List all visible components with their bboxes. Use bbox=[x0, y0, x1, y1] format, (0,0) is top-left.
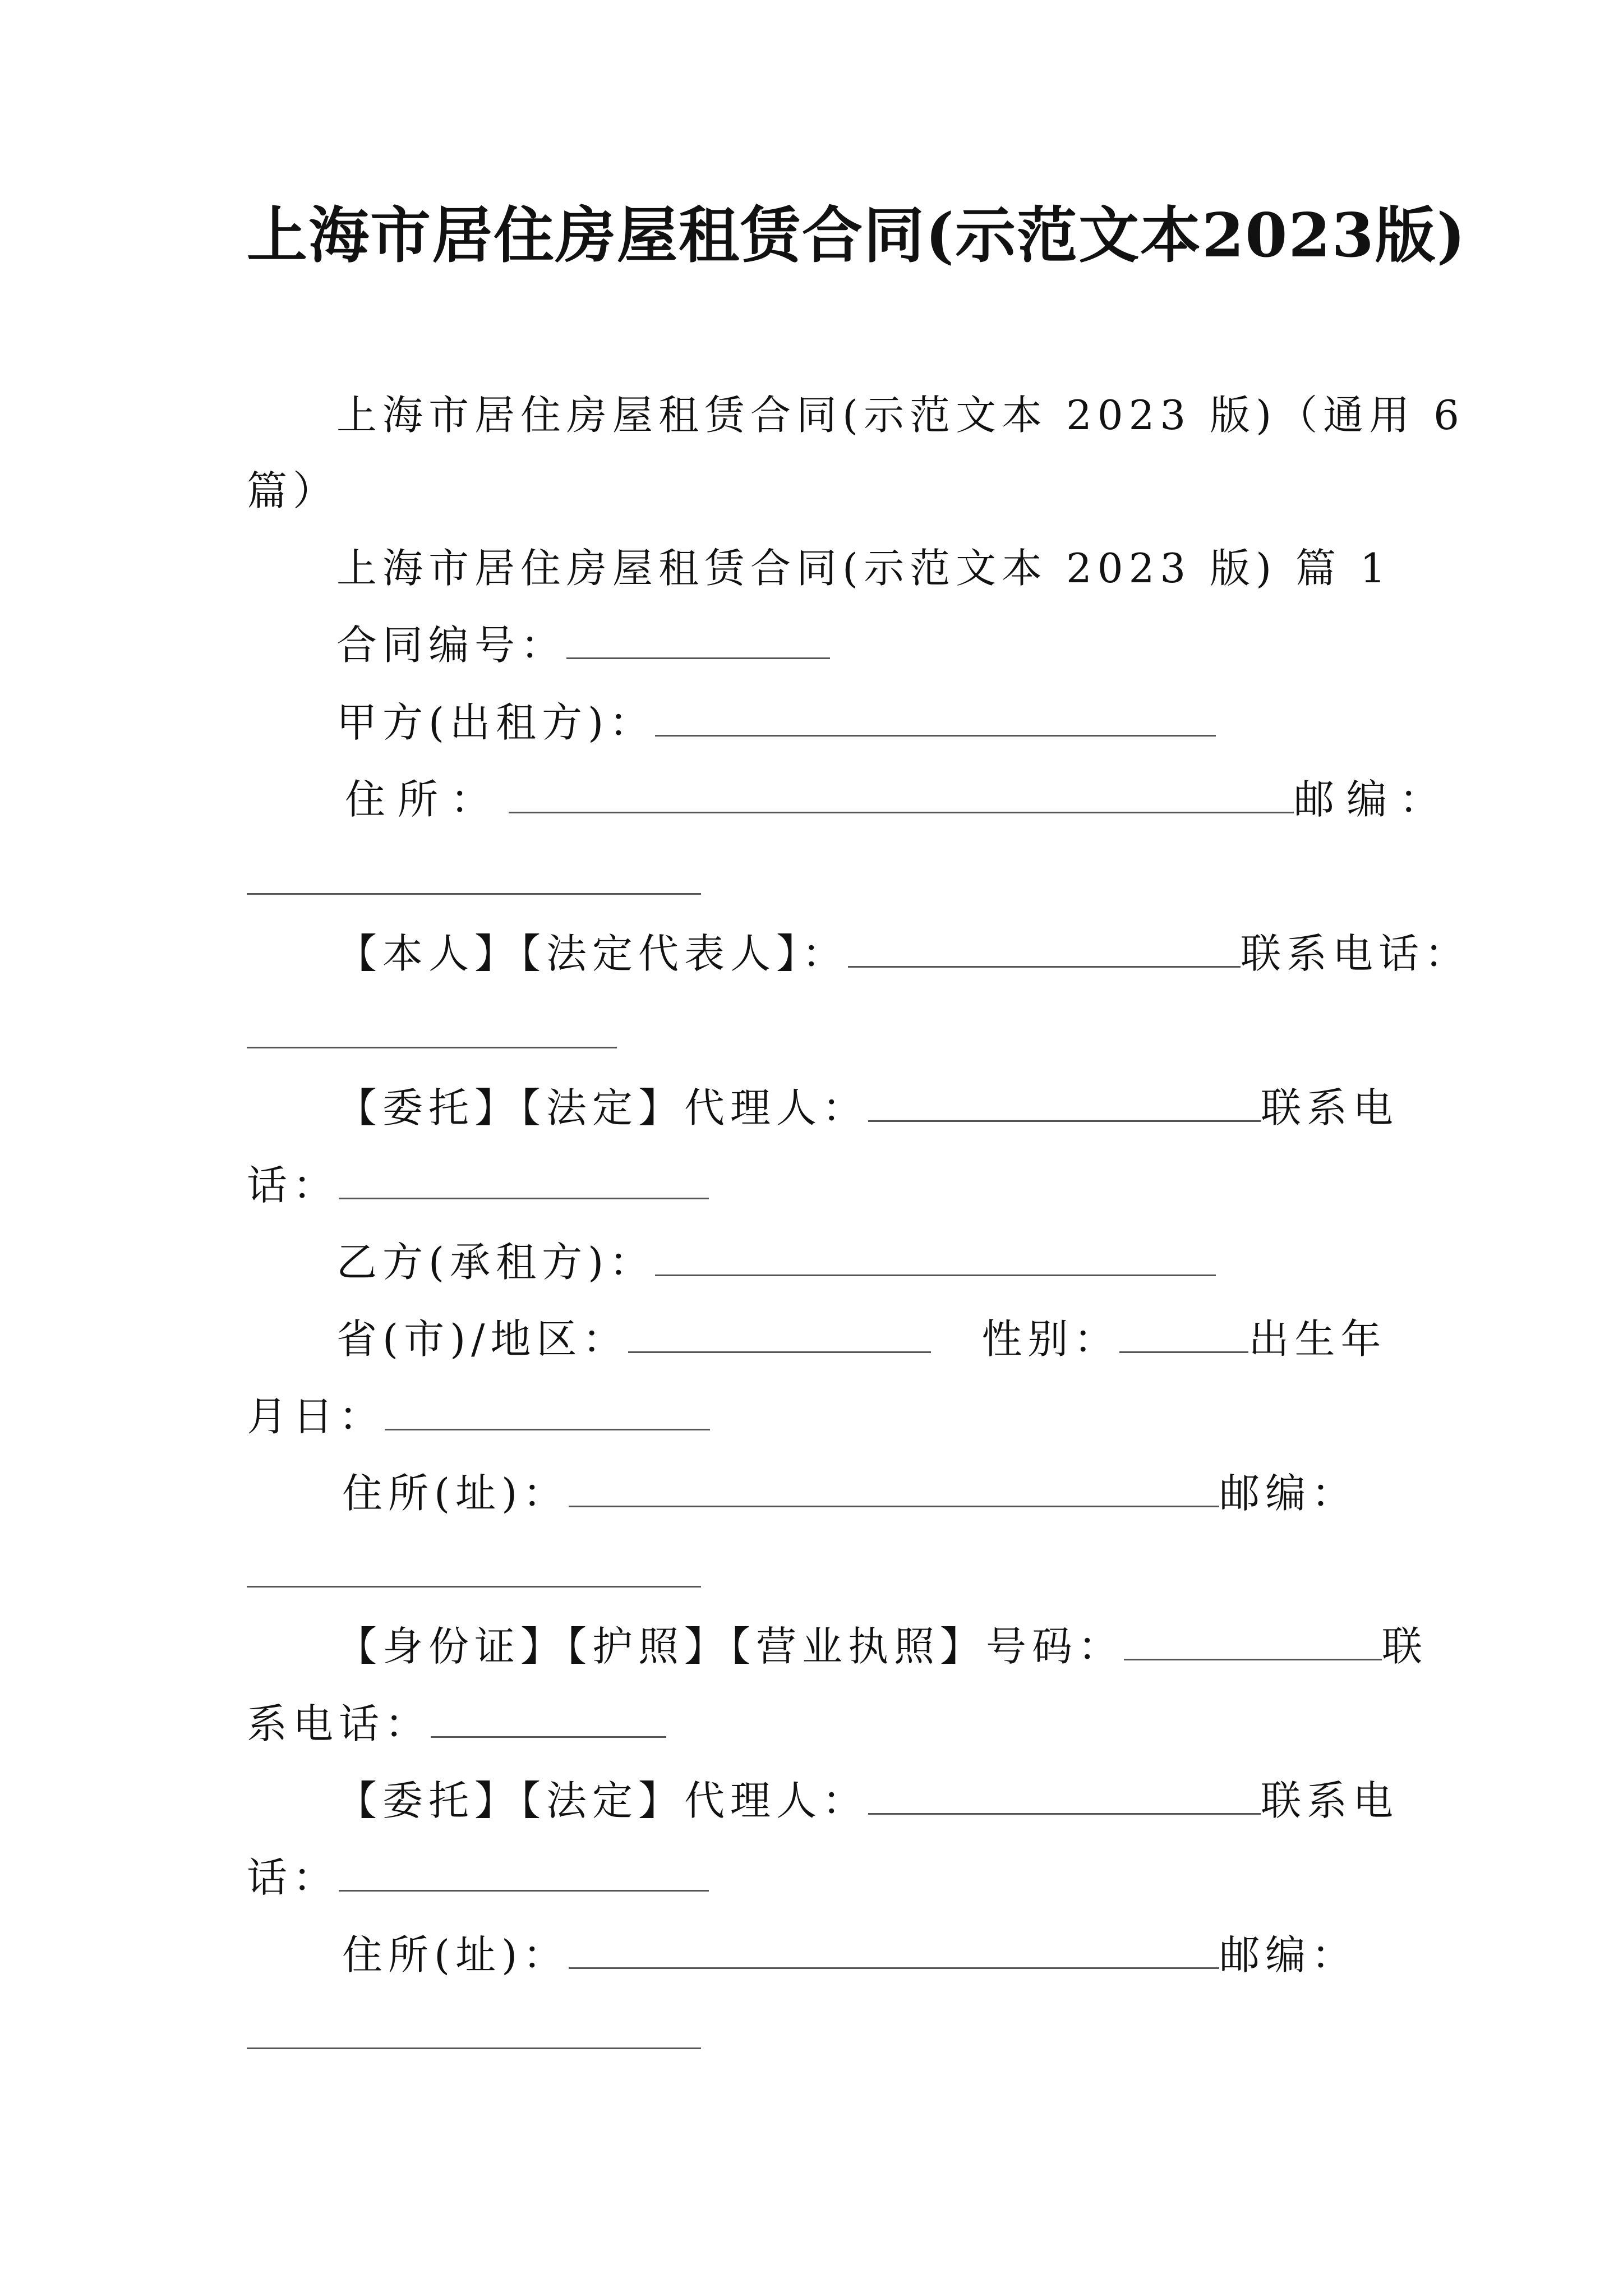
province-label: 省(市)/地区： bbox=[336, 1315, 629, 1363]
party-b-agent-phone-label-2: 话： bbox=[247, 1854, 339, 1901]
birth-row bbox=[247, 1388, 710, 1444]
party-a-address-row bbox=[345, 771, 1452, 827]
gender-blank[interactable] bbox=[1119, 1313, 1248, 1353]
party-b-postcode-blank[interactable] bbox=[247, 1585, 701, 1588]
party-a-postcode-label: 邮编： bbox=[1294, 776, 1453, 823]
party-a-agent-phone-blank[interactable] bbox=[339, 1159, 709, 1199]
legal-rep-label: 【本人】【法定代表人】： bbox=[336, 930, 849, 977]
party-a-agent-phone-label-1: 联系电 bbox=[1261, 1084, 1399, 1131]
party-a-label: 甲方(出租方)： bbox=[336, 699, 656, 746]
id-number-blank[interactable] bbox=[1124, 1621, 1382, 1660]
party-b-row bbox=[336, 1234, 1216, 1290]
legal-rep-blank[interactable] bbox=[848, 928, 1241, 968]
legal-rep-row bbox=[336, 926, 1470, 982]
id-phone-row bbox=[247, 1696, 666, 1752]
party-b-agent-phone-row bbox=[247, 1849, 709, 1906]
party-a-blank[interactable] bbox=[655, 697, 1216, 737]
birth-label-1: 出生年 bbox=[1248, 1315, 1387, 1363]
party-b-agent-phone-blank[interactable] bbox=[339, 1852, 709, 1892]
intro-line-2: 篇） bbox=[247, 467, 339, 514]
intro-line-1: 上海市居住房屋租赁合同(示范文本 2023 版)（通用 6 bbox=[336, 392, 1465, 439]
birth-blank[interactable] bbox=[385, 1391, 710, 1430]
party-b-agent-label: 【委托】【法定】代理人： bbox=[336, 1777, 869, 1824]
party-a-row bbox=[336, 694, 1216, 751]
party-a-postcode-blank[interactable] bbox=[247, 892, 701, 895]
party-b-agent-row bbox=[336, 1773, 1399, 1829]
party-b-agent-phone-label-1: 联系电 bbox=[1261, 1777, 1399, 1824]
party-b-blank[interactable] bbox=[655, 1236, 1216, 1276]
party-b-info-row bbox=[336, 1311, 1386, 1367]
contract-number-label: 合同编号： bbox=[336, 622, 567, 669]
party-b-address-label: 住所(址)： bbox=[342, 1470, 569, 1517]
party-b-agent-postcode-blank[interactable] bbox=[247, 2046, 701, 2049]
article-heading: 上海市居住房屋租赁合同(示范文本 2023 版) 篇 1 bbox=[336, 545, 1391, 592]
party-b-agent-address-label: 住所(址)： bbox=[342, 1931, 569, 1978]
gender-label: 性别： bbox=[981, 1315, 1120, 1363]
party-a-agent-phone-row bbox=[247, 1157, 709, 1213]
party-b-agent-address-blank[interactable] bbox=[569, 1929, 1219, 1969]
id-phone-blank[interactable] bbox=[431, 1698, 666, 1738]
party-a-agent-blank[interactable] bbox=[868, 1082, 1261, 1122]
legal-rep-phone-label: 联系电话： bbox=[1241, 930, 1471, 977]
party-b-postcode-label: 邮编： bbox=[1219, 1470, 1358, 1517]
id-number-row bbox=[336, 1618, 1428, 1674]
id-number-label: 【身份证】【护照】【营业执照】号码： bbox=[336, 1623, 1124, 1670]
legal-rep-phone-blank[interactable] bbox=[247, 1046, 617, 1048]
party-b-agent-blank[interactable] bbox=[868, 1775, 1261, 1815]
party-a-agent-phone-label-2: 话： bbox=[247, 1162, 339, 1209]
party-b-address-row bbox=[342, 1465, 1357, 1521]
id-phone-label-2: 系电话： bbox=[247, 1700, 431, 1747]
party-a-agent-row bbox=[336, 1080, 1399, 1136]
province-blank[interactable] bbox=[628, 1313, 931, 1353]
party-b-agent-address-row bbox=[342, 1927, 1357, 1983]
party-b-address-blank[interactable] bbox=[569, 1467, 1219, 1507]
party-b-label: 乙方(承租方)： bbox=[336, 1239, 656, 1286]
document-title: 上海市居住房屋租赁合同(示范文本2023版) bbox=[247, 200, 1467, 271]
party-a-address-blank[interactable] bbox=[509, 774, 1294, 813]
party-a-agent-label: 【委托】【法定】代理人： bbox=[336, 1084, 869, 1131]
party-b-agent-postcode-label: 邮编： bbox=[1219, 1931, 1358, 1978]
contract-number-row bbox=[336, 617, 830, 673]
contract-number-blank[interactable] bbox=[566, 619, 830, 659]
birth-label-2: 月日： bbox=[247, 1393, 385, 1440]
id-phone-label-1: 联 bbox=[1382, 1623, 1428, 1670]
party-a-address-label: 住所： bbox=[345, 776, 504, 823]
